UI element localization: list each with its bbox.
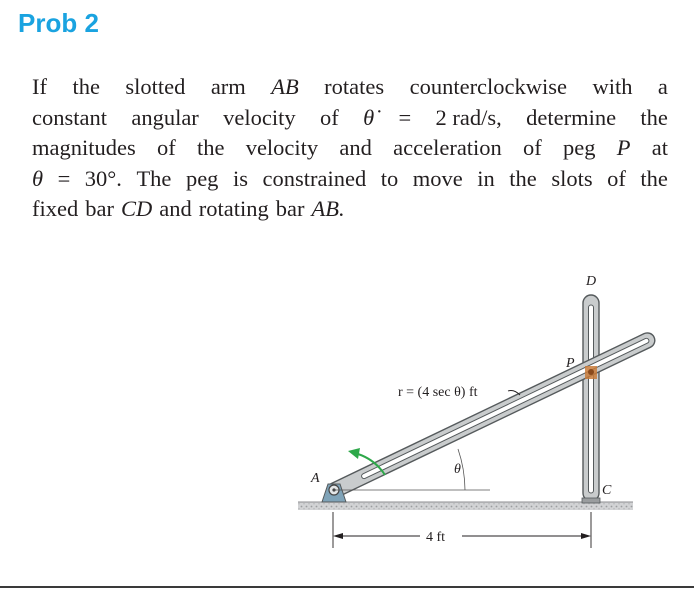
word: constant [32,104,107,130]
word: magnitudes [32,135,136,160]
word: acceleration [393,135,502,160]
word: move [412,165,463,191]
word: If [32,74,47,99]
r-label: r = (4 sec θ) ft [398,385,478,400]
word: 2 rad/s, [435,104,502,130]
fixed-bar-CD [582,295,600,503]
word: rotates [324,74,385,99]
word: rotating [198,196,269,221]
word: of [523,135,542,160]
symbol-AB-end: AB. [311,196,345,221]
word: arm [210,74,246,99]
symbol-theta: θ [32,165,44,191]
word: the [640,104,668,130]
word: = [57,165,71,191]
symbol-AB: AB [271,74,299,99]
label-D: D [586,274,597,289]
word: counterclockwise [409,74,568,99]
statement-line-2 [32,103,668,134]
word: and [159,196,192,221]
word: velocity [245,135,319,160]
word: slotted [125,74,186,99]
statement-line-4 [32,164,668,195]
peg-P [585,366,597,379]
symbol-P: P [616,135,631,160]
word: the [196,135,225,160]
label-C: C [602,483,612,498]
word: angular [131,104,199,130]
label-A: A [311,471,320,486]
word: velocity [223,104,296,130]
word: the [509,165,537,191]
word: bar [275,196,305,221]
word: of [319,104,339,130]
label-P: P [566,356,575,371]
word: of [607,165,626,191]
problem-title: Prob 2 [18,8,99,38]
statement-line-1 [32,72,668,103]
word: in [477,165,495,191]
word: with [592,74,633,99]
symbol-theta-dot: θ̇ [363,104,375,130]
word: the [640,165,668,191]
statement-line-5 [32,194,668,225]
bottom-rule [0,586,694,588]
word: 30°. [84,165,122,191]
word: of [156,135,176,160]
theta-label: θ [454,462,461,477]
word: slots [551,165,593,191]
slotted-arm-AB [324,330,657,500]
word: peg [563,135,596,160]
word: bar [85,196,114,221]
word: constrained [262,165,367,191]
word: to [380,165,399,191]
dimension-label: 4 ft [426,530,446,545]
dimension-4ft [333,512,591,548]
word: the [72,74,100,99]
word: peg [185,165,219,191]
word: is [232,165,248,191]
word: fixed [32,196,79,221]
word: The [136,165,172,191]
word: = [398,104,412,130]
problem-statement [32,72,668,225]
word: determine [526,104,617,130]
statement-line-3 [32,133,668,164]
word: and [339,135,372,160]
word: a [657,74,668,99]
symbol-CD: CD [120,196,153,221]
word: at [651,135,668,160]
mechanism-figure [0,255,694,555]
